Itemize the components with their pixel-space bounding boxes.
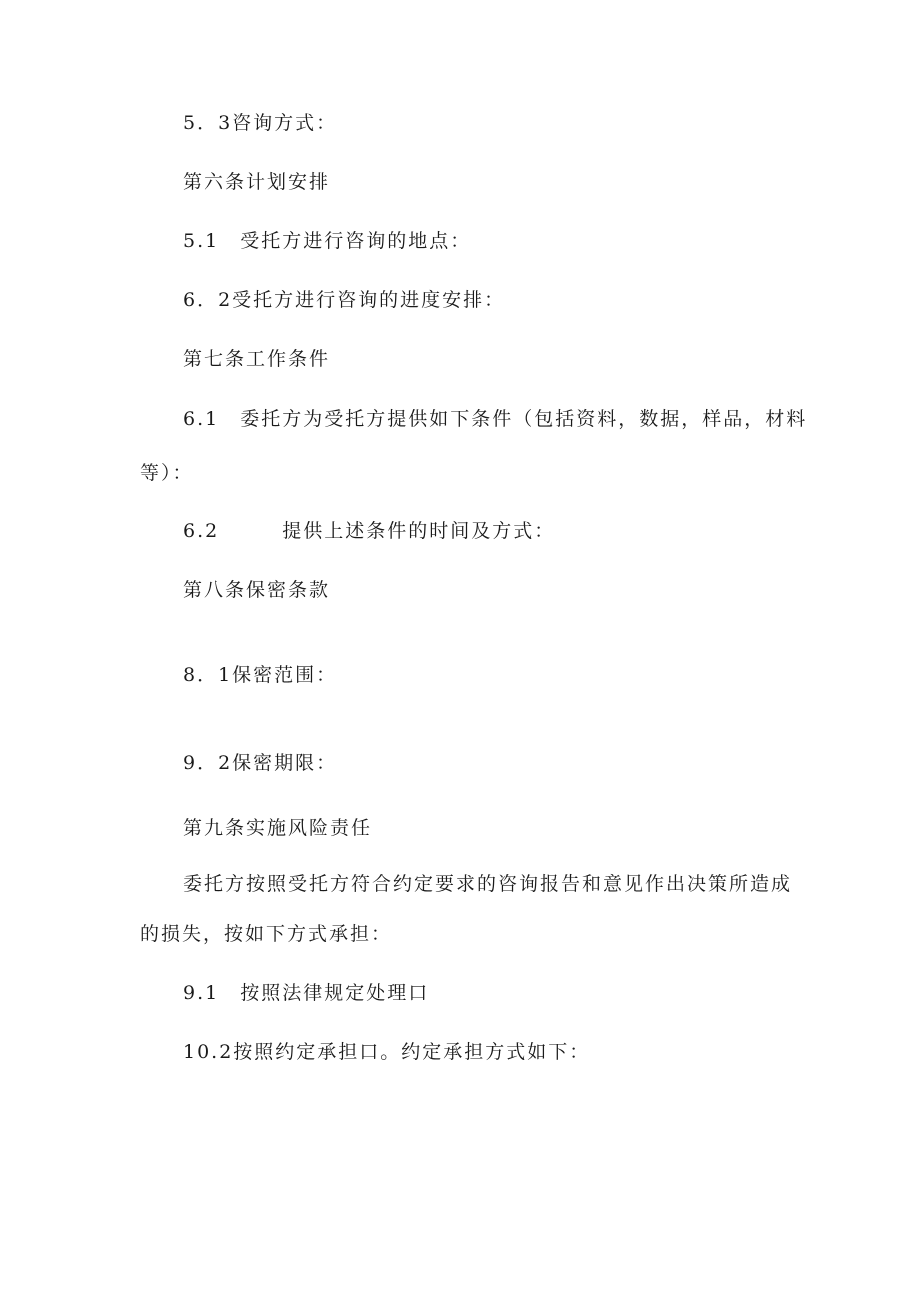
clause-8-1-confidentiality-scope: 8．1保密范围： (183, 664, 338, 686)
article-6-heading: 第六条计划安排 (183, 171, 331, 193)
clause-5-1-consultation-location: 5.1 受托方进行咨询的地点： (183, 230, 472, 252)
clause-5-3-consultation-method: 5．3咨询方式： (183, 112, 338, 134)
article-9-heading: 第九条实施风险责任 (183, 817, 373, 839)
clause-6-1-conditions: 6.1 委托方为受托方提供如下条件（包括资料，数据，样品，材料 (183, 408, 808, 430)
clause-10-2-agreed-handling: 10.2按照约定承担口。约定承担方式如下： (183, 1041, 591, 1063)
article-7-heading: 第七条工作条件 (183, 348, 331, 370)
article-8-heading: 第八条保密条款 (183, 579, 331, 601)
clause-6-2-progress-schedule: 6．2受托方进行咨询的进度安排： (183, 289, 506, 311)
clause-6-1-conditions-continued: 等）： (140, 462, 194, 484)
clause-9-1-legal-handling: 9.1 按照法律规定处理口 (183, 982, 430, 1004)
clause-6-2-time-and-method: 6.2 提供上述条件的时间及方式： (183, 520, 556, 542)
article-9-paragraph-continued: 的损失，按如下方式承担： (140, 923, 393, 945)
clause-9-2-confidentiality-period: 9．2保密期限： (183, 752, 338, 774)
article-9-paragraph: 委托方按照受托方符合约定要求的咨询报告和意见作出决策所造成 (183, 873, 793, 895)
